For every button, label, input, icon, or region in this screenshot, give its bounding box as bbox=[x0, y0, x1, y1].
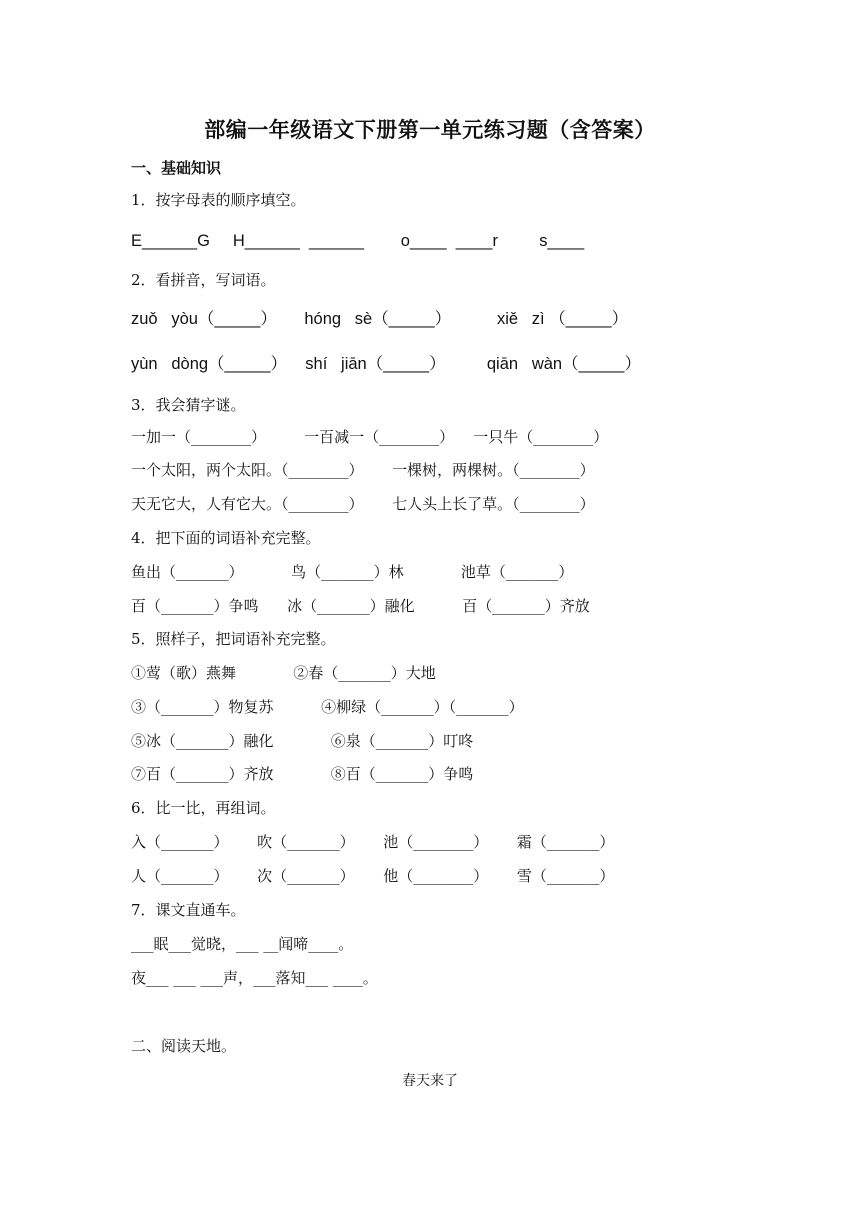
question-4: 4．把下面的词语补充完整。 bbox=[131, 529, 321, 547]
question-7-row-2: 夜___ ___ ___声，___落知___ ____。 bbox=[131, 969, 378, 987]
question-5-row-3: ⑤冰（_______）融化 ⑥泉（_______）叮咚 bbox=[131, 732, 474, 750]
question-2-row-2: yùn dòng（_____） shí jiān（_____） qiān wàn（_____） bbox=[131, 355, 641, 373]
question-6-row-1: 入（_______） 吹（_______） 池（________） 霜（_______） bbox=[131, 833, 615, 851]
section-heading-basics: 一、基础知识 bbox=[131, 159, 222, 177]
question-6: 6．比一比，再组词。 bbox=[131, 799, 276, 817]
question-2: 2．看拼音，写词语。 bbox=[131, 271, 276, 289]
question-5-row-1: ①莺（歌）燕舞 ②春（_______）大地 bbox=[131, 664, 436, 682]
question-4-row-2: 百（_______）争鸣 冰（_______）融化 百（_______）齐放 bbox=[131, 597, 590, 615]
question-4-row-1: 鱼出（_______） 鸟（_______）林 池草（_______） bbox=[131, 563, 574, 581]
question-3-row-1: 一加一（________） 一百减一（________） 一只牛（________） bbox=[131, 428, 609, 446]
question-3-row-3: 天无它大，人有它大。（________） 七人头上长了草。（________） bbox=[131, 495, 595, 513]
question-1-blanks: E______G H______ ______ o____ ____r s____ bbox=[131, 232, 585, 250]
question-5-row-2: ③（_______）物复苏 ④柳绿（_______）（_______） bbox=[131, 698, 524, 716]
question-5: 5．照样子，把词语补充完整。 bbox=[131, 630, 336, 648]
question-7: 7．课文直通车。 bbox=[131, 901, 246, 919]
question-2-row-1: zuǒ yòu（_____） hóng sè（_____） xiě zì （_____） bbox=[131, 310, 629, 328]
question-5-row-4: ⑦百（_______）齐放 ⑧百（_______）争鸣 bbox=[131, 765, 474, 783]
question-6-row-2: 人（_______） 次（_______） 他（________） 雪（_______） bbox=[131, 867, 615, 885]
question-3-row-2: 一个太阳，两个太阳。（________） 一棵树，两棵树。（________） bbox=[131, 461, 595, 479]
question-1: 1．按字母表的顺序填空。 bbox=[131, 191, 306, 209]
document-title: 部编一年级语文下册第一单元练习题（含答案） bbox=[204, 117, 656, 142]
reading-title: 春天来了 bbox=[402, 1073, 458, 1089]
section-heading-reading: 二、阅读天地。 bbox=[131, 1037, 237, 1055]
question-3: 3．我会猜字谜。 bbox=[131, 396, 246, 414]
question-7-row-1: ___眠___觉晓，___ __闻啼____。 bbox=[131, 935, 354, 953]
